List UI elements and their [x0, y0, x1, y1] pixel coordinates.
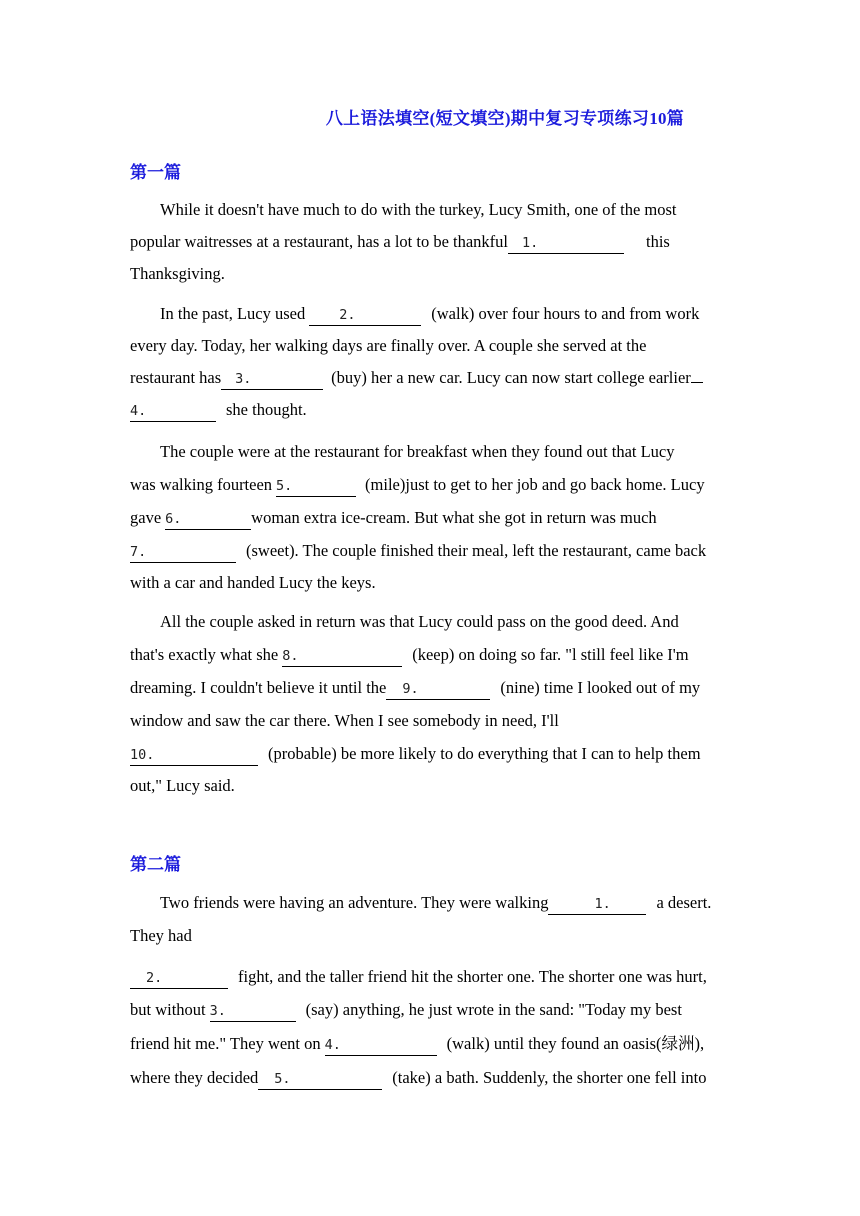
- passage-1-paragraph-3: [130, 436, 734, 599]
- text-segment: (nine) time I looked out of my: [500, 678, 701, 697]
- text-segment: (keep) on doing so far. "l still feel like I'm: [412, 645, 689, 664]
- text-line: While it doesn't have much to do with the turkey, Lucy Smith, one of the most: [160, 200, 677, 219]
- text-line: [130, 468, 734, 501]
- text-line: [130, 960, 734, 993]
- text-line: [130, 534, 734, 567]
- text-segment: friend hit me." They went on: [130, 1034, 321, 1053]
- text-line: out," Lucy said.: [130, 776, 235, 795]
- answer-blank-4[interactable]: 4.: [325, 1036, 437, 1056]
- text-segment: (sweet). The couple finished their meal, left the restaurant, came back: [246, 541, 707, 560]
- text-line: [130, 737, 734, 770]
- answer-blank-5[interactable]: 5.: [258, 1070, 382, 1090]
- document-title: 八上语法填空(短文填空)期中复习专项练习10篇: [325, 109, 685, 128]
- text-segment: (probable) be more likely to do everything that I can to help them: [268, 744, 701, 763]
- text-segment: fight, and the taller friend hit the shorter one. The shorter one was hurt,: [238, 967, 707, 986]
- text-segment: Two friends were having an adventure. They were walking: [160, 893, 549, 912]
- text-segment: dreaming. I couldn't believe it until the: [130, 678, 387, 697]
- text-segment: (walk) over four hours to and from work: [431, 304, 700, 323]
- passage-2-heading: 第二篇: [130, 855, 181, 874]
- text-line: window and saw the car there. When I see somebody in need, I'll: [130, 711, 559, 730]
- text-segment: a desert.: [656, 893, 712, 912]
- text-line: with a car and handed Lucy the keys.: [130, 573, 376, 592]
- passage-1-paragraph-2: [130, 298, 734, 426]
- text-line: [130, 887, 734, 919]
- text-segment: (take) a bath. Suddenly, the shorter one fell into: [392, 1068, 707, 1087]
- text-segment: where they decided: [130, 1068, 259, 1087]
- text-line: The couple were at the restaurant for breakfast when they found out that Lucy: [160, 442, 675, 461]
- answer-blank-3[interactable]: 3.: [210, 1002, 296, 1022]
- text-segment: this: [646, 232, 670, 251]
- answer-blank-7[interactable]: 7.: [130, 543, 236, 563]
- text-segment: that's exactly what she: [130, 645, 279, 664]
- answer-blank-2[interactable]: 2.: [130, 969, 228, 989]
- answer-blank-10[interactable]: 10.: [130, 746, 258, 766]
- text-line: Thanksgiving.: [130, 264, 225, 283]
- text-line: every day. Today, her walking days are finally over. A couple she served at the: [130, 336, 647, 355]
- text-line: [130, 362, 734, 394]
- text-segment: (walk) until they found an oasis(绿洲),: [446, 1034, 705, 1053]
- answer-blank-5[interactable]: 5.: [276, 477, 356, 497]
- passage-2-paragraph-1: [130, 887, 734, 952]
- text-segment: (buy) her a new car. Lucy can now start college earlier: [331, 368, 691, 387]
- text-line: [130, 638, 734, 671]
- answer-blank-6[interactable]: 6.: [165, 510, 251, 530]
- text-line: [130, 394, 734, 426]
- answer-blank-4[interactable]: 4.: [130, 402, 216, 422]
- text-segment: (mile)just to get to her job and go back home. Lucy: [365, 475, 705, 494]
- text-line: They had: [130, 926, 192, 945]
- text-line: All the couple asked in return was that Lucy could pass on the good deed. And: [160, 612, 679, 631]
- text-segment: but without: [130, 1000, 206, 1019]
- text-segment: was walking fourteen: [130, 475, 273, 494]
- text-segment: restaurant has: [130, 368, 222, 387]
- answer-blank-3[interactable]: 3.: [221, 370, 323, 390]
- text-segment: In the past, Lucy used: [160, 304, 306, 323]
- text-line: [130, 993, 734, 1027]
- answer-blank-1[interactable]: 1.: [508, 234, 624, 254]
- text-segment: gave: [130, 508, 162, 527]
- text-line: [130, 1061, 734, 1095]
- answer-blank-4-start: [691, 363, 703, 383]
- passage-2-paragraph-2: [130, 960, 734, 1095]
- text-segment: she thought.: [226, 400, 307, 419]
- answer-blank-1[interactable]: 1.: [548, 895, 646, 915]
- text-segment: woman extra ice-cream. But what she got in return was much: [251, 508, 657, 527]
- answer-blank-9[interactable]: 9.: [386, 680, 490, 700]
- answer-blank-8[interactable]: 8.: [282, 647, 402, 667]
- text-line: [130, 501, 734, 534]
- text-line: [130, 298, 734, 330]
- passage-1-heading: 第一篇: [130, 163, 181, 182]
- text-line: [130, 671, 734, 704]
- text-segment: (say) anything, he just wrote in the sand: "Today my best: [305, 1000, 682, 1019]
- passage-1-paragraph-4: [130, 606, 734, 802]
- passage-1-paragraph-1: [130, 194, 734, 290]
- text-line: [130, 226, 734, 258]
- answer-blank-2[interactable]: 2.: [309, 306, 421, 326]
- text-line: [130, 1027, 734, 1061]
- text-segment: popular waitresses at a restaurant, has a lot to be thankful: [130, 232, 509, 251]
